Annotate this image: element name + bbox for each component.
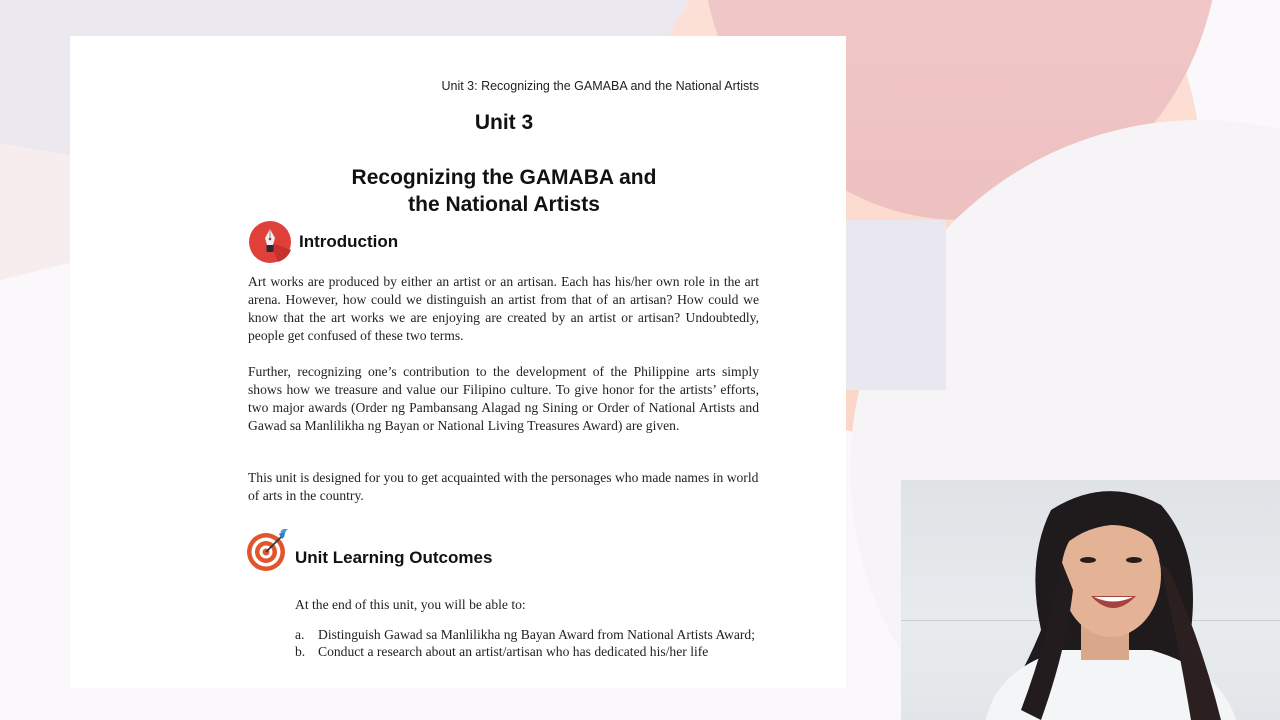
presenter-figure bbox=[901, 480, 1280, 720]
list-item bbox=[295, 643, 765, 660]
unit-label: Unit 3 bbox=[474, 111, 534, 134]
pen-nib-icon bbox=[248, 220, 292, 264]
page-cutoff bbox=[70, 674, 846, 688]
title-line-2: the National Artists bbox=[408, 193, 600, 216]
list-item-text: Conduct a research about an artist/artisan who has dedicated his/her life bbox=[318, 644, 709, 659]
outcomes-heading bbox=[246, 536, 492, 580]
introduction-heading bbox=[248, 220, 398, 264]
list-item-text: Distinguish Gawad sa Manlilikha ng Bayan Award from National Artists Award; bbox=[318, 627, 755, 642]
running-header: Unit 3: Recognizing the GAMABA and the National Artists bbox=[441, 79, 759, 93]
presenter-webcam bbox=[901, 480, 1280, 720]
list-marker: b. bbox=[295, 644, 306, 659]
intro-paragraph-2: Further, recognizing one’s contribution to the development of the Philippine arts simply shows how we treasure and value our Filipino culture. To give honor for the artists’ efforts, two major awards (Order ng Pambansang Alagad ng Sining or Order of National Artists and Gawad sa Manlilikha ng Bayan or National Living Treasures Award) are given. bbox=[248, 364, 759, 433]
document-page bbox=[70, 36, 846, 688]
outcomes-intro: At the end of this unit, you will be able to: bbox=[295, 597, 526, 612]
section-title-introduction: Introduction bbox=[299, 232, 399, 251]
list-marker: a. bbox=[295, 627, 305, 642]
list-item bbox=[295, 626, 765, 643]
outcomes-list bbox=[295, 626, 765, 660]
intro-paragraph-3: This unit is designed for you to get acquainted with the personages who made names in world of arts in the country. bbox=[248, 470, 759, 503]
section-title-outcomes: Unit Learning Outcomes bbox=[295, 548, 493, 567]
page-title bbox=[70, 164, 846, 218]
background-lavender-panel bbox=[846, 220, 946, 390]
target-icon bbox=[246, 528, 290, 572]
title-line-1: Recognizing the GAMABA and bbox=[351, 166, 657, 189]
intro-paragraph-1: Art works are produced by either an artist or an artisan. Each has his/her own role in the art arena. However, how could we distinguish an artist from that of an artisan? How could we know that the art works we are enjoying are created by an artist or artisan? Undoubtedly, people get confused of these two terms. bbox=[248, 274, 759, 343]
